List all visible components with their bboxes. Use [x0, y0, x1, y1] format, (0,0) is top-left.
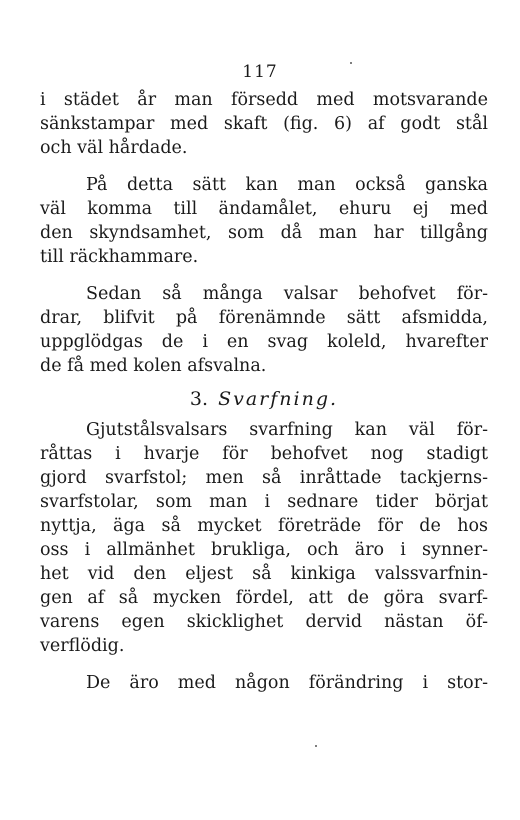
paragraph-3: [40, 282, 488, 378]
section-heading: [40, 382, 488, 416]
paragraph-4: [40, 418, 488, 658]
text-line: uppglödgas de i en svag koleld, hvarefter: [40, 332, 488, 352]
text-line: oss i allmänhet brukliga, och äro i synner-: [40, 540, 488, 560]
text-line: nyttja, äga så mycket företräde för de hos: [40, 516, 488, 536]
text-line: till räckhammare.: [40, 247, 199, 267]
section-title: Svarfning.: [218, 388, 339, 410]
text-line: het vid den eljest så kinkiga valssvarfnin-: [40, 564, 488, 584]
text-line: gjord svarfstol; men så inråttade tackjerns-: [40, 468, 488, 488]
text-line: Sedan så många valsar behofvet för-: [86, 284, 488, 304]
print-speck: [350, 62, 352, 64]
text-line: verflödig.: [40, 636, 125, 656]
text-line: råttas i hvarje för behofvet nog stadigt: [40, 444, 488, 464]
section-number: 3.: [189, 388, 209, 410]
body-text: [40, 88, 488, 695]
text-line: Gjutstålsvalsars svarfning kan väl för-: [86, 420, 488, 440]
text-line: På detta sätt kan man också ganska: [86, 175, 488, 195]
text-line: De äro med någon förändring i stor-: [86, 673, 488, 693]
text-line: drar, blifvit på förenämnde sätt afsmidda,: [40, 308, 488, 328]
paragraph-2: [40, 173, 488, 269]
paragraph-5: [40, 671, 488, 695]
text-line: i städet år man försedd med motsvarande: [40, 90, 488, 110]
text-line: den skyndsamhet, som då man har tillgång: [40, 223, 488, 243]
text-line: de få med kolen afsvalna.: [40, 356, 267, 376]
text-line: varens egen skicklighet dervid nästan öf-: [40, 612, 488, 632]
paragraph-1: [40, 88, 488, 160]
text-line: svarfstolar, som man i sednare tider börjat: [40, 492, 488, 512]
text-line: väl komma till ändamålet, ehuru ej med: [40, 199, 488, 219]
print-speck: [315, 745, 317, 747]
text-line: sänkstampar med skaft (fig. 6) af godt stål: [40, 114, 488, 134]
text-line: och väl hårdade.: [40, 138, 188, 158]
text-line: gen af så mycken fördel, att de göra svarf-: [40, 588, 488, 608]
page-number: 117: [242, 62, 278, 82]
